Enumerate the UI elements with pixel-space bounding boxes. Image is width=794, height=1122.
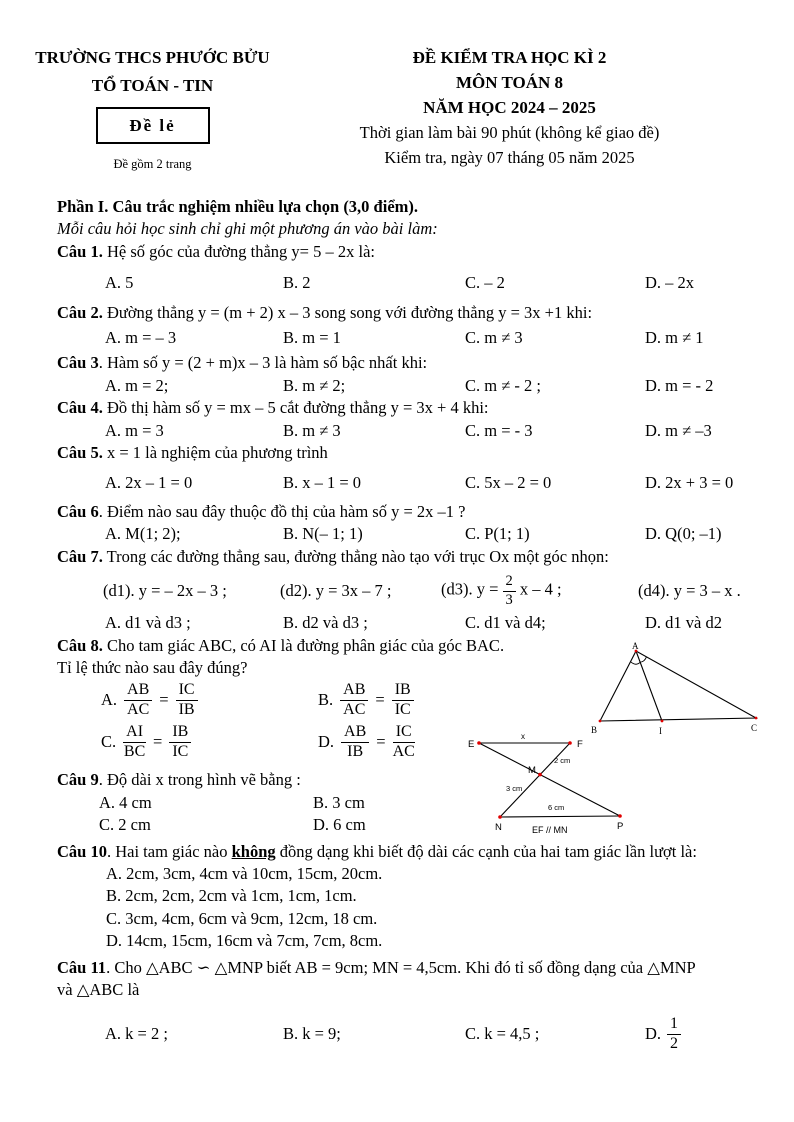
- point-f: [568, 741, 572, 745]
- triangle-outline: [600, 651, 756, 721]
- option-b: B. x – 1 = 0: [283, 473, 362, 493]
- option-d: D. $\frac{AB}{IB}$ = $\frac{IC}{AC}$: [318, 723, 415, 760]
- question-9-options-row-2: [99, 814, 529, 836]
- measure-x: x: [521, 732, 525, 741]
- bisector-line: [636, 651, 662, 721]
- option-d: D. $\frac{1}{2}$: [645, 1016, 754, 1053]
- department-name: TỔ TOÁN - TIN: [91, 76, 214, 95]
- point-e: [477, 741, 481, 745]
- option-c: C. 2 cm: [99, 815, 151, 835]
- option-b: B. 2: [283, 273, 311, 293]
- parallel-note: EF // MN: [532, 825, 568, 835]
- question-8-stem: Câu 8. Cho tam giác ABC, có AI là đường phân giác của góc BAC.: [57, 635, 505, 655]
- part1-instruction: Mỗi câu hỏi học sinh chỉ ghi một phương án vào bài làm:: [57, 219, 438, 239]
- question-4-options: [105, 420, 754, 442]
- option-c: C. 5x – 2 = 0: [465, 473, 552, 493]
- fraction-two-thirds: $\frac{2}{3}$: [503, 574, 516, 607]
- question-1-options: [105, 272, 754, 294]
- option-a: A. 2x – 1 = 0: [105, 473, 193, 493]
- option-c: C. $\frac{AI}{BC}$ = $\frac{IB}{IC}$: [101, 721, 318, 763]
- option-b: B. m ≠ 2;: [283, 375, 346, 395]
- vertex-label-m: M: [528, 765, 536, 776]
- option-c: C. k = 4,5 ;: [465, 1024, 540, 1044]
- option-d: D. – 2x: [645, 273, 695, 293]
- question-3-options: [105, 375, 754, 397]
- header: [0, 0, 794, 172]
- question-5-stem: Câu 5. x = 1 là nghiệm của phương trình: [57, 443, 328, 463]
- option-b: B. 2cm, 2cm, 2cm và 1cm, 1cm, 1cm.: [106, 886, 357, 906]
- vertex-label-b: B: [591, 725, 598, 735]
- vertex-point: [599, 720, 602, 723]
- question-11-stem-2: và △ABC là: [57, 979, 140, 999]
- line-d4: (d4). y = 3 – x .: [638, 581, 741, 601]
- exam-title: ĐỀ KIỂM TRA HỌC KÌ 2: [412, 48, 607, 67]
- option-c: C. – 2: [465, 273, 505, 293]
- question-10-stem: Câu 10. Hai tam giác nào không đồng dạng khi biết độ dài các cạnh của hai tam giác lần lượt là:: [57, 841, 697, 861]
- question-3-stem: Câu 3. Hàm số y = (2 + m)x – 3 là hàm số bậc nhất khi:: [57, 353, 428, 373]
- option-d: D. 2x + 3 = 0: [645, 473, 734, 493]
- option-a: A. m = 2;: [105, 375, 169, 395]
- measure-6cm: 6 cm: [548, 803, 565, 812]
- option-a: A. d1 và d3 ;: [105, 613, 191, 633]
- option-d: D. Q(0; –1): [645, 524, 722, 544]
- question-7-line-list: [103, 570, 754, 612]
- option-b: B. 3 cm: [313, 792, 365, 812]
- pages-note: Đề gồm 2 trang: [113, 157, 192, 171]
- point-m: [538, 773, 542, 777]
- question-1-stem: Câu 1. Hệ số góc của đường thẳng y= 5 – 2x là:: [57, 241, 375, 261]
- option-a: A. m = 3: [105, 420, 164, 440]
- option-d: D. m ≠ 1: [645, 328, 704, 348]
- option-b: B. N(– 1; 1): [283, 524, 363, 544]
- option-d: D. m ≠ –3: [645, 420, 712, 440]
- question-7-stem: Câu 7. Trong các đường thẳng sau, đường thẳng nào tạo với trục Ox một góc nhọn:: [57, 546, 609, 566]
- vertex-point: [755, 717, 758, 720]
- vertex-label-e: E: [468, 739, 475, 750]
- exam-duration: Thời gian làm bài 90 phút (không kể giao đề): [359, 123, 660, 142]
- crossed-segments-figure: [466, 727, 644, 850]
- option-d: D. 6 cm: [313, 815, 366, 835]
- option-a: A. M(1; 2);: [105, 524, 181, 544]
- option-d: D. m = - 2: [645, 375, 714, 395]
- header-right: [305, 45, 754, 172]
- angle-arc-left: [631, 662, 641, 665]
- question-5-options: [105, 472, 754, 494]
- question-6-options: [105, 523, 754, 545]
- option-b: B. d2 và d3 ;: [283, 613, 368, 633]
- school-year: NĂM HỌC 2024 – 2025: [423, 98, 596, 117]
- question-2-options: [105, 327, 754, 349]
- exam-subject: MÔN TOÁN 8: [455, 73, 564, 92]
- option-a: A. m = – 3: [105, 328, 177, 348]
- question-6-stem: Câu 6. Điểm nào sau đây thuộc đồ thị của hàm số y = 2x –1 ?: [57, 501, 466, 521]
- option-a: A. 5: [105, 273, 134, 293]
- option-a: A. k = 2 ;: [105, 1024, 168, 1044]
- option-b: B. $\frac{AB}{AC}$ = $\frac{IB}{IC}$: [318, 679, 551, 721]
- exam-variant-box: Đề lẻ: [96, 107, 210, 144]
- vertex-label-n: N: [495, 822, 502, 833]
- vertex-label-i: I: [659, 726, 662, 736]
- option-a: A. $\frac{AB}{AC}$ = $\frac{IC}{IB}$: [101, 679, 318, 721]
- part1-heading: Phần I. Câu trắc nghiệm nhiều lựa chọn (3,0 điểm).: [57, 197, 419, 216]
- line-d1: (d1). y = – 2x – 3 ;: [103, 581, 227, 601]
- point-n: [498, 815, 502, 819]
- measure-3cm: 3 cm: [506, 784, 523, 793]
- vertex-label-p: P: [617, 821, 624, 832]
- question-9-options-row-1: [99, 792, 529, 814]
- option-c: C. m ≠ 3: [465, 328, 523, 348]
- vertex-label-f: F: [577, 739, 583, 750]
- option-b: B. m ≠ 3: [283, 420, 341, 440]
- option-a: A. 4 cm: [99, 792, 152, 812]
- exam-date: Kiểm tra, ngày 07 tháng 05 năm 2025: [384, 148, 635, 167]
- line-d2: (d2). y = 3x – 7 ;: [280, 581, 392, 601]
- question-9-stem: Câu 9. Độ dài x trong hình vẽ bằng :: [57, 770, 301, 790]
- exam-body: [0, 196, 794, 1057]
- option-c: C. P(1; 1): [465, 524, 530, 544]
- option-c: C. m ≠ - 2 ;: [465, 375, 541, 395]
- option-d: D. 14cm, 15cm, 16cm và 7cm, 7cm, 8cm.: [106, 931, 383, 951]
- question-11-stem: Câu 11. Cho △ABC ∽ △MNP biết AB = 9cm; MN = 4,5cm. Khi đó tỉ số đồng dạng của △MNP: [57, 957, 696, 977]
- question-4-stem: Câu 4. Đồ thị hàm số y = mx – 5 cắt đường thẳng y = 3x + 4 khi:: [57, 398, 489, 418]
- fraction-one-half: $\frac{1}{2}$: [667, 1016, 681, 1053]
- vertex-label-a: A: [632, 641, 639, 651]
- option-c: C. d1 và d4;: [465, 613, 546, 633]
- vertex-label-c: C: [751, 723, 758, 733]
- question-2-stem: Câu 2. Đường thẳng y = (m + 2) x – 3 song song với đường thẳng y = 3x +1 khi:: [57, 302, 593, 322]
- angle-arc-right: [640, 657, 646, 662]
- option-a: A. 2cm, 3cm, 4cm và 10cm, 15cm, 20cm.: [106, 863, 383, 883]
- option-c: C. m = - 3: [465, 420, 533, 440]
- question-11-options: [105, 1011, 754, 1057]
- school-name: TRƯỜNG THCS PHƯỚC BỬU: [35, 48, 270, 67]
- option-b: B. m = 1: [283, 328, 341, 348]
- measure-2cm: 2 cm: [554, 756, 571, 765]
- vertex-point: [661, 720, 664, 723]
- option-c: C. 3cm, 4cm, 6cm và 9cm, 12cm, 18 cm.: [106, 908, 378, 928]
- option-b: B. k = 9;: [283, 1024, 341, 1044]
- segment-np: [500, 816, 620, 817]
- point-p: [618, 814, 622, 818]
- header-left: [0, 45, 305, 172]
- line-d3: (d3). y = $\frac{2}{3}$ x – 4 ;: [441, 573, 562, 608]
- option-d: D. d1 và d2: [645, 613, 722, 633]
- question-8-stem-2: Tỉ lệ thức nào sau đây đúng?: [57, 657, 248, 677]
- question-7-options: [105, 612, 754, 634]
- underlined-word: không: [231, 841, 276, 861]
